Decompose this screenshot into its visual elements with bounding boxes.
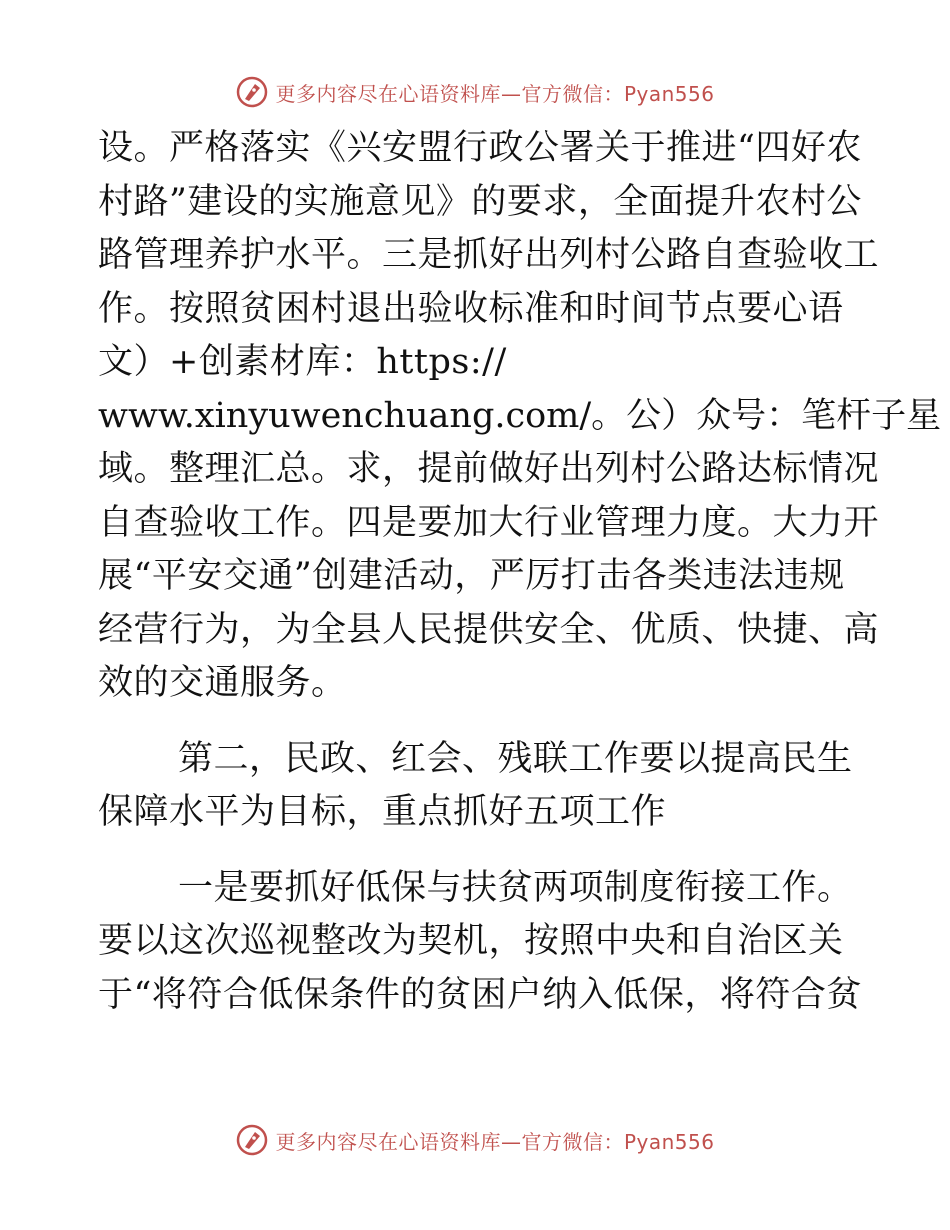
text-line: 设。严格落实《兴安盟行政公署关于推进“四好农 — [98, 128, 862, 168]
document-body — [98, 122, 942, 1022]
text-line: 作。按照贫困村退出验收标准和时间节点要心语 — [98, 288, 844, 329]
pen-nib-logo-icon — [235, 75, 269, 109]
footer-watermark-text: 更多内容尽在心语资料库—官方微信：Pyan556 — [275, 1129, 715, 1154]
text-line: 一是要抓好低保与扶贫两项制度衔接工作。 — [178, 867, 853, 908]
text-line: 域。整理汇总。求，提前做好出列村公路达标情况 — [98, 449, 880, 489]
footer-watermark — [0, 1118, 950, 1162]
text-line: 经营行为，为全县人民提供安全、优质、快捷、高 — [98, 609, 880, 650]
section-heading-civil-affairs — [98, 733, 853, 840]
header-watermark — [0, 70, 950, 114]
text-line: 路管理养护水平。三是抓好出列村公路自查验收工 — [98, 235, 880, 275]
text-line: 于“将符合低保条件的贫困户纳入低保，将符合贫 — [98, 974, 862, 1015]
paragraph-gap — [98, 711, 850, 733]
text-line: 文）+创素材库：https:// — [98, 342, 507, 382]
text-line: 村路”建设的实施意见》的要求，全面提升农村公 — [98, 181, 862, 222]
text-line: 自查验收工作。四是要加大行业管理力度。大力开 — [98, 502, 880, 543]
paragraph-transport — [98, 122, 942, 711]
paragraph-gap — [98, 840, 850, 862]
text-line: 要以这次巡视整改为契机，按照中央和自治区关 — [98, 921, 844, 961]
text-line: 第二，民政、红会、残联工作要以提高民生 — [178, 738, 853, 779]
text-line: 展“平安交通”创建活动，严厉打击各类违法违规 — [98, 556, 845, 596]
pen-nib-logo-icon — [235, 1123, 269, 1157]
text-line: 保障水平为目标，重点抓好五项工作 — [98, 792, 667, 832]
paragraph-low-income — [98, 862, 862, 1023]
text-line: 效的交通服务。 — [98, 663, 347, 703]
header-watermark-text: 更多内容尽在心语资料库—官方微信：Pyan556 — [275, 81, 715, 106]
text-line: www.xinyuwenchuang.com/。公）众号：笔杆子星 — [98, 395, 942, 436]
